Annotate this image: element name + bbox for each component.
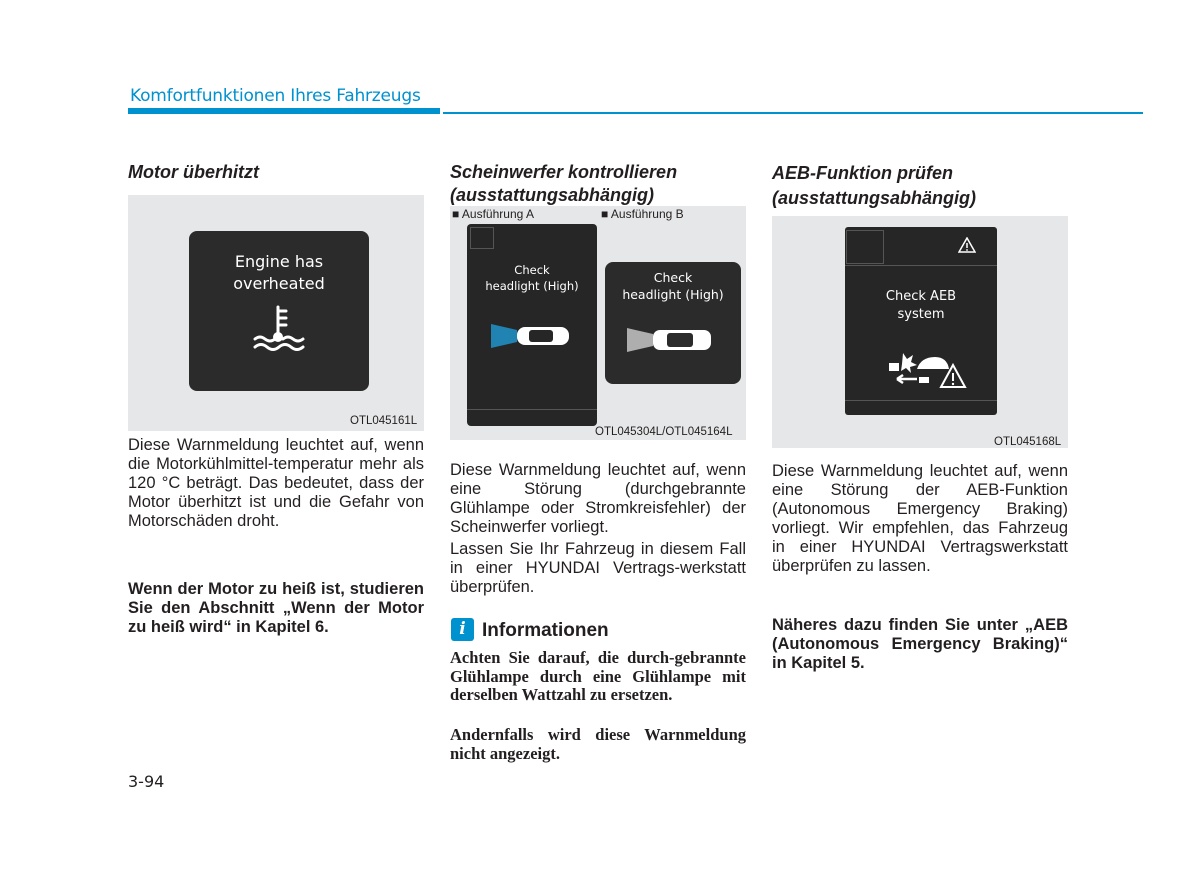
cluster-display	[189, 231, 369, 391]
header-rule-thick	[128, 108, 440, 114]
cluster-display	[845, 227, 997, 415]
coolant-temperature-icon	[249, 303, 309, 355]
warning-icon	[958, 237, 976, 253]
figure-code: OTL045161L	[350, 415, 418, 427]
variant-b-label: ■ Ausführung B	[601, 207, 684, 221]
figure-code: OTL045304L/OTL045164L	[595, 426, 733, 438]
heading-engine-overheated: Motor überhitzt	[128, 162, 259, 182]
info-title: Informationen	[482, 620, 609, 641]
info-paragraph-1: Achten Sie darauf, die durch-gebrannte Glühlampe durch eine Glühlampe mit derselben Wattzahl zu ersetzen.	[450, 648, 746, 704]
cluster-display-a: Check headlight (High)	[467, 224, 597, 426]
engine-overheated-description: Diese Warnmeldung leuchtet auf, wenn die Motorkühlmittel-temperatur mehr als 120 °C beträgt. Das bedeutet, dass der Motor überhitzt ist und die Gefahr von Motorschäden droht.	[128, 436, 424, 530]
section-title: Komfortfunktionen Ihres Fahrzeugs	[130, 86, 421, 106]
header-rule-thin	[443, 112, 1143, 114]
figure-check-aeb	[772, 216, 1068, 448]
figure-check-headlight	[450, 206, 746, 440]
display-line-1: Engine has	[234, 252, 324, 271]
check-aeb-note: Näheres dazu finden Sie unter „AEB (Autonomous Emergency Braking)“ in Kapitel 5.	[772, 616, 1068, 672]
figure-code: OTL045168L	[994, 436, 1062, 448]
check-headlight-advice: Lassen Sie Ihr Fahrzeug in diesem Fall in einer HYUNDAI Vertrags-werkstatt überprüfen.	[450, 540, 746, 596]
heading-check-headlight: Scheinwerfer kontrollieren (ausstattungsabhängig)	[450, 162, 678, 205]
headlight-car-icon	[487, 316, 577, 356]
headlight-suv-icon	[623, 316, 723, 362]
variant-a-label: ■ Ausführung A	[452, 207, 534, 221]
check-headlight-description: Diese Warnmeldung leuchtet auf, wenn eine Störung (durchgebrannte Glühlampe oder Stromkreisfehler) der Scheinwerfer vorliegt.	[450, 461, 746, 536]
info-paragraph-2: Andernfalls wird diese Warnmeldung nicht angezeigt.	[450, 725, 746, 763]
heading-check-aeb: AEB-Funktion prüfen (ausstattungsabhängig)	[772, 163, 977, 208]
info-icon: i	[451, 618, 474, 641]
display-line-1: Check AEB	[885, 289, 957, 304]
display-line-2: system	[897, 307, 945, 322]
engine-overheated-note: Wenn der Motor zu heiß ist, studieren Sie den Abschnitt „Wenn der Motor zu heiß wird“ in Kapitel 6.	[128, 580, 424, 636]
cluster-display-b: Check headlight (High)	[605, 262, 741, 384]
figure-engine-overheated	[128, 195, 424, 431]
display-line-2: overheated	[233, 274, 325, 293]
page-number: 3-94	[128, 772, 165, 791]
check-aeb-description: Diese Warnmeldung leuchtet auf, wenn eine Störung der AEB-Funktion (Autonomous Emergency Braking) vorliegt. Wir empfehlen, das Fahrzeug in einer HYUNDAI Vertragswerkstatt überprüfen zu lassen.	[772, 462, 1068, 575]
aeb-collision-icon	[887, 345, 967, 391]
